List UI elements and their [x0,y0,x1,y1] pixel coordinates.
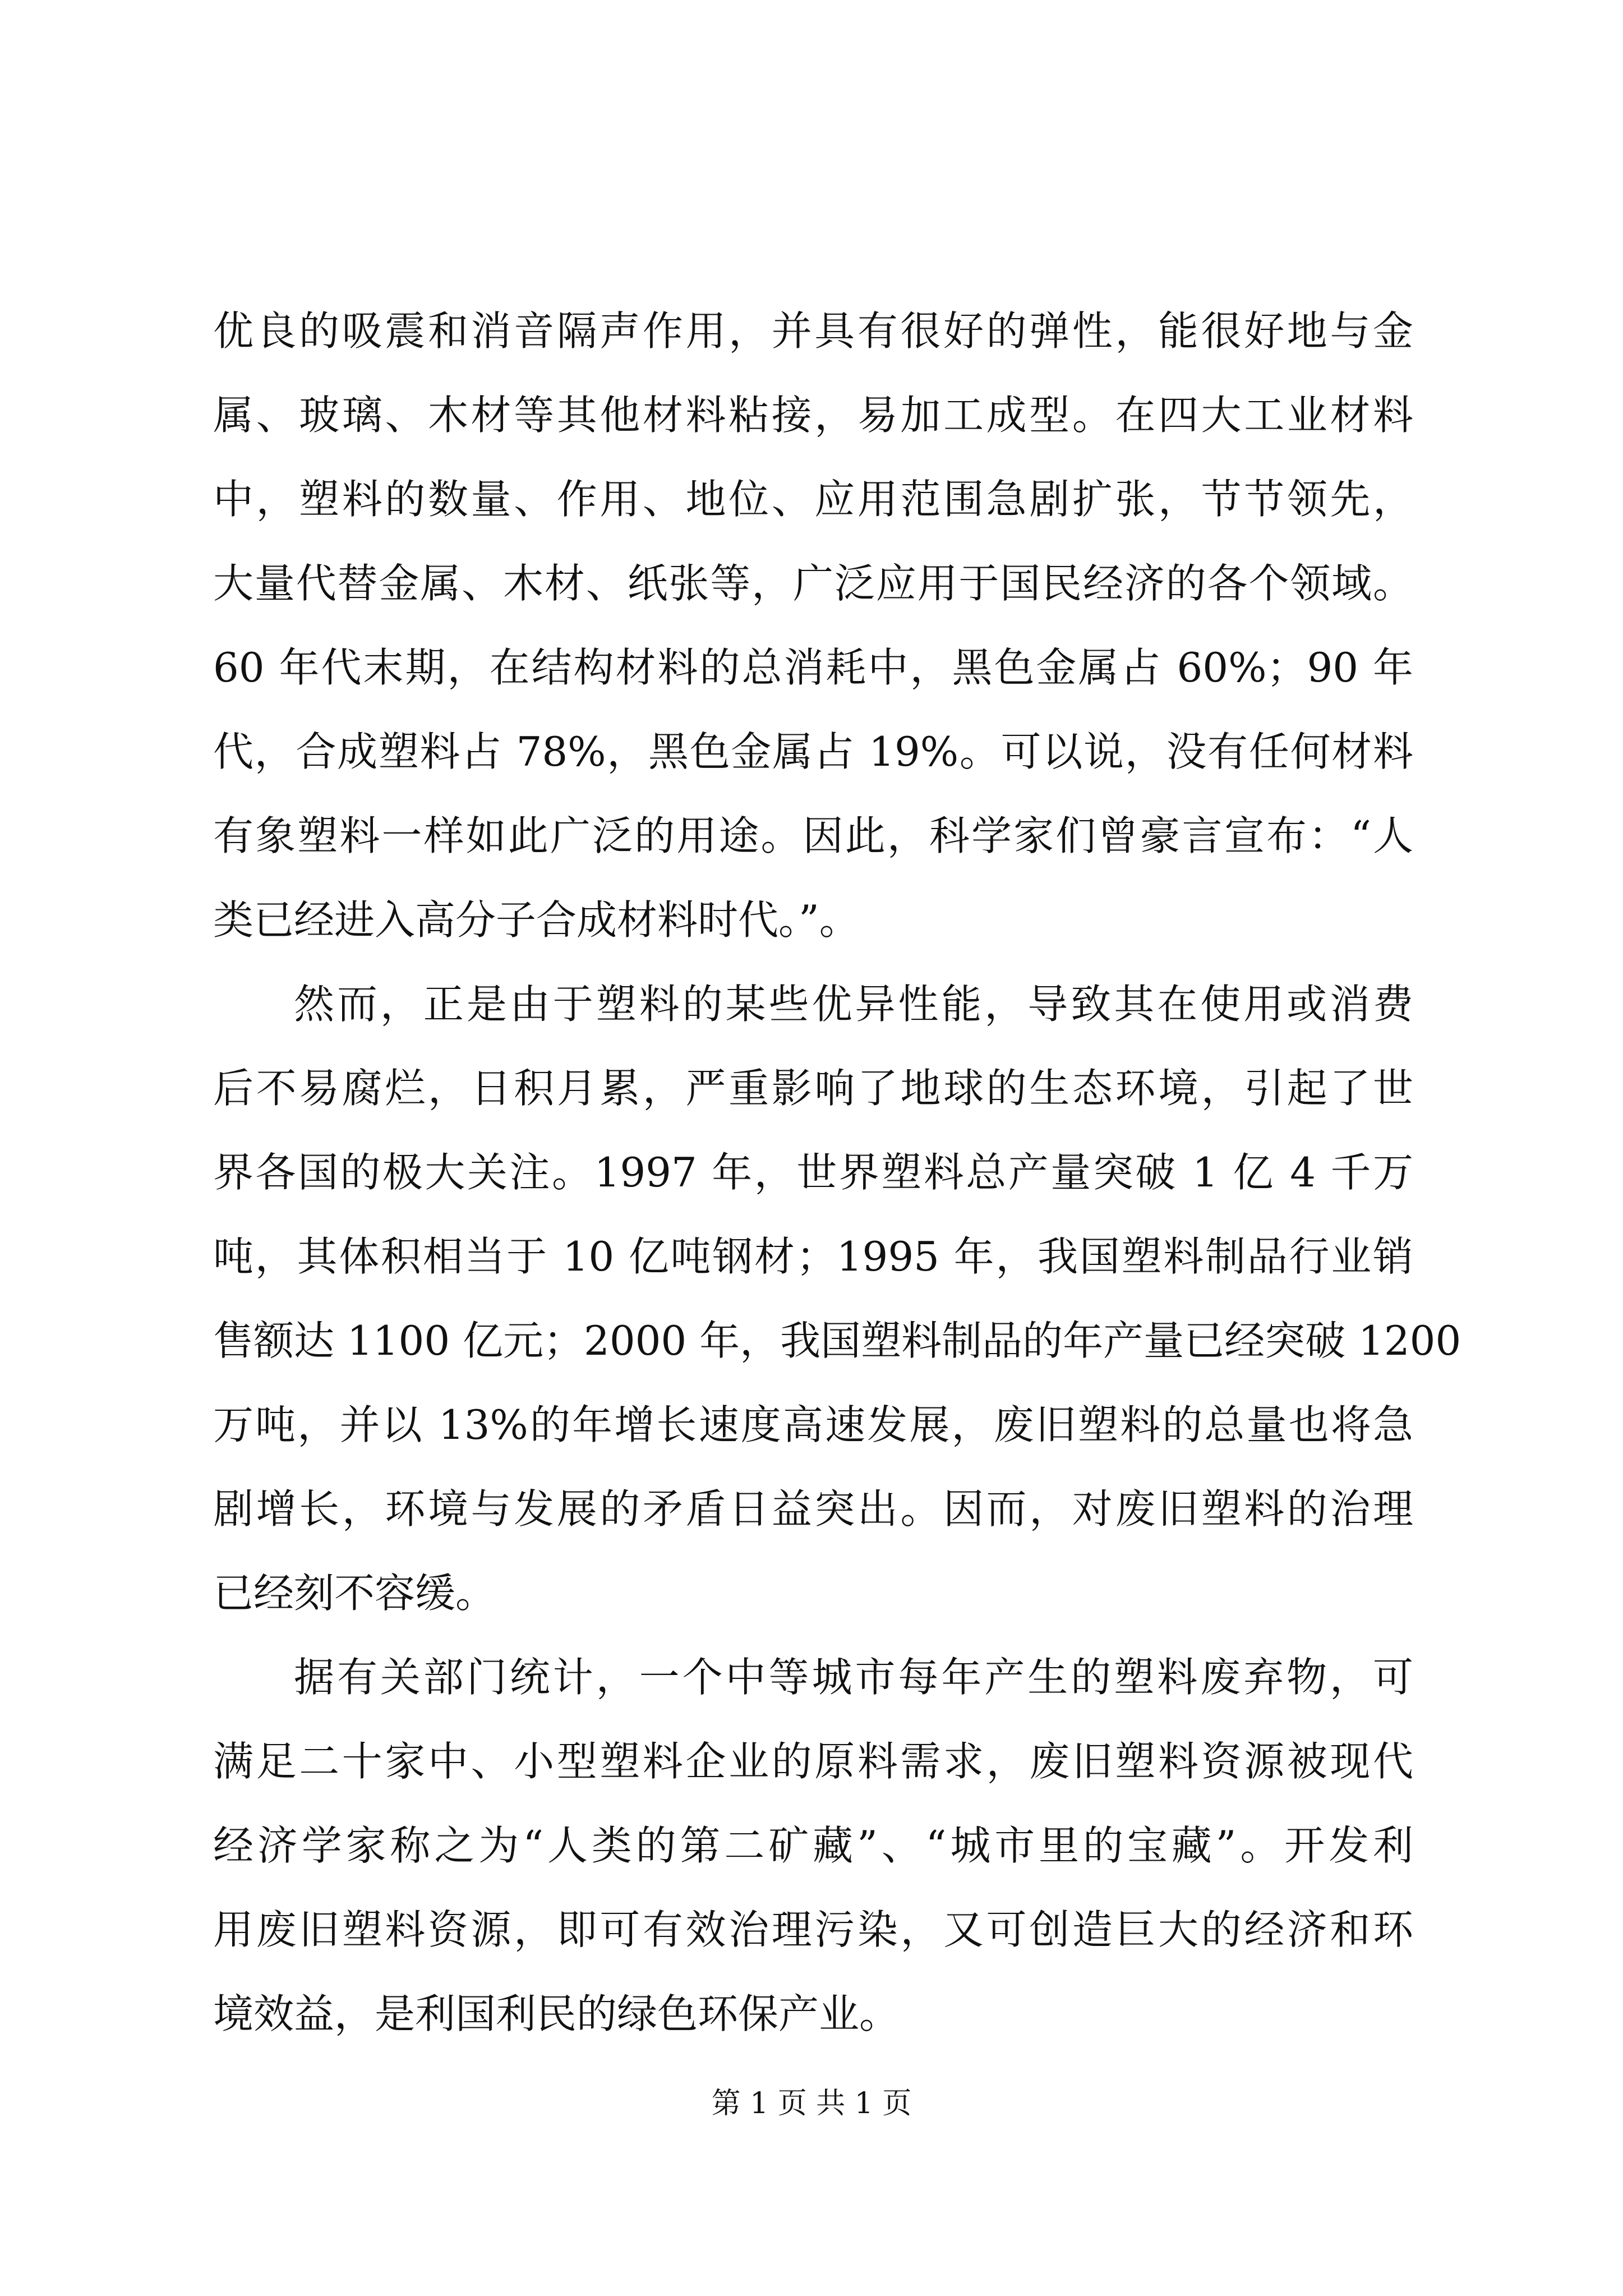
paragraph-1-line-1: 优良的吸震和消音隔声作用，并具有很好的弹性，能很好地与金 [213,307,1413,355]
paragraph-3-line-1: 据有关部门统计，一个中等城市每年产生的塑料废弃物，可 [294,1654,1413,1701]
paragraph-1-line-2: 属、玻璃、木材等其他材料粘接，易加工成型。在四大工业材料 [213,392,1413,439]
paragraph-3-line-4: 用废旧塑料资源，即可有效治理污染，又可创造巨大的经济和环 [213,1906,1413,1953]
paragraph-1-line-8: 类已经进入高分子合成材料时代。”。 [213,896,860,944]
paragraph-2-line-2: 后不易腐烂，日积月累，严重影响了地球的生态环境，引起了世 [213,1065,1413,1112]
paragraph-3-line-2: 满足二十家中、小型塑料企业的原料需求，废旧塑料资源被现代 [213,1738,1413,1785]
paragraph-1-line-3: 中，塑料的数量、作用、地位、应用范围急剧扩张，节节领先， [213,476,1413,523]
paragraph-2-line-3: 界各国的极大关注。1997 年，世界塑料总产量突破 1 亿 4 千万 [213,1149,1413,1196]
paragraph-3-line-5: 境效益，是利国利民的绿色环保产业。 [213,1990,900,2037]
paragraph-3-line-3: 经济学家称之为“人类的第二矿藏”、“城市里的宝藏”。开发利 [213,1822,1413,1869]
paragraph-2-line-1: 然而，正是由于塑料的某些优异性能，导致其在使用或消费 [294,981,1413,1028]
paragraph-2-line-4: 吨，其体积相当于 10 亿吨钢材；1995 年，我国塑料制品行业销 [213,1233,1413,1280]
paragraph-2-line-7: 剧增长，环境与发展的矛盾日益突出。因而，对废旧塑料的治理 [213,1485,1413,1533]
paragraph-1-line-6: 代，合成塑料占 78%，黑色金属占 19%。可以说，没有任何材料 [213,728,1413,775]
paragraph-2-line-6: 万吨，并以 13%的年增长速度高速发展，废旧塑料的总量也将急 [213,1401,1413,1448]
paragraph-2-line-8: 已经刻不容缓。 [213,1570,496,1617]
paragraph-2-line-5: 售额达 1100 亿元；2000 年，我国塑料制品的年产量已经突破 1200 [213,1317,1461,1364]
paragraph-1-line-7: 有象塑料一样如此广泛的用途。因此，科学家们曾豪言宣布：“人 [213,812,1413,859]
paragraph-1-line-4: 大量代替金属、木材、纸张等，广泛应用于国民经济的各个领域。 [213,560,1413,607]
page-footer: 第 1 页 共 1 页 [711,2087,912,2120]
paragraph-1-line-5: 60 年代末期，在结构材料的总消耗中，黑色金属占 60%；90 年 [213,644,1413,691]
